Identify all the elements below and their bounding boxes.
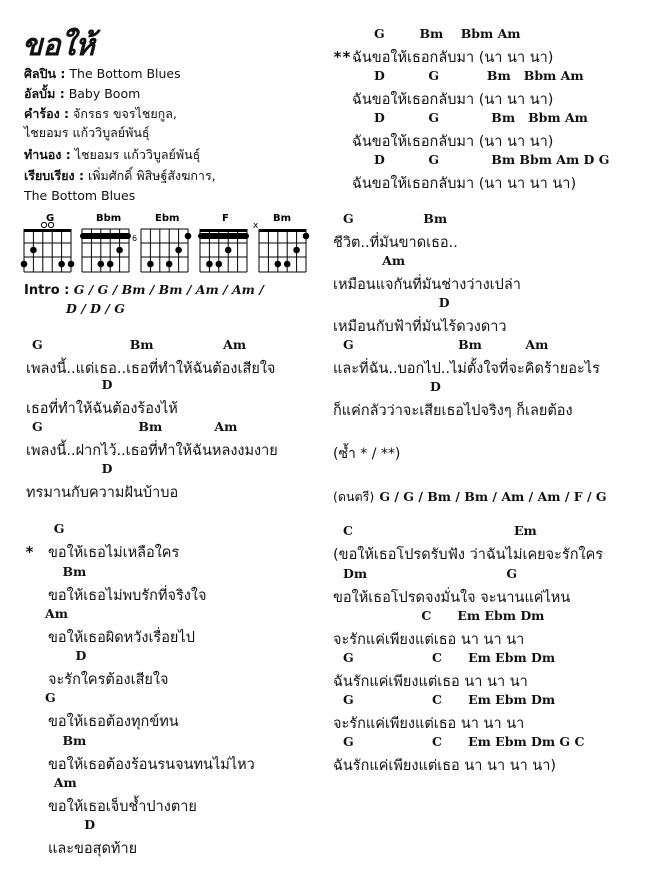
arranger-line-2 — [24, 186, 135, 206]
lyric-line: เพลงนี้..แด่เธอ..เธอที่ทำให้ฉันต้องเสียใจ — [26, 361, 276, 377]
artist-line — [24, 64, 181, 84]
chord-line: Dm G — [343, 566, 517, 581]
lyric-line: จะรักใครต้องเสียใจ — [48, 672, 169, 688]
music-chords: G / G / Bm / Bm / Am / Am / F / G — [379, 489, 607, 504]
chord-diagram-bm — [253, 213, 309, 272]
chord-name-f: F — [222, 213, 229, 224]
chord-line: G Bm Am — [343, 337, 549, 352]
chord-line: D — [343, 295, 450, 310]
chord-diagrams — [20, 210, 320, 280]
chord-line: D — [32, 461, 113, 476]
chord-name-bm: Bm — [273, 213, 292, 224]
chord-line: G Bm — [343, 211, 448, 226]
composer-line — [24, 145, 200, 165]
lyric-line: ขอให้เธอผิดหวังเรื่อยไป — [48, 630, 195, 646]
lyricist-line-2 — [24, 123, 150, 143]
chord-line: G Bm Am — [32, 337, 247, 352]
chord-line: G Bm Am — [32, 419, 238, 434]
chord-line: G C Em Ebm Dm — [343, 692, 556, 707]
chord-line: Am — [32, 606, 68, 621]
muted-string-icon: x — [253, 221, 259, 231]
arranger-line — [24, 166, 216, 186]
chord-line: C Em — [343, 523, 537, 538]
arranger-value-1: เพิ่มศักดิ์ พิสิษฐ์สังฆการ, — [88, 168, 216, 183]
chord-line: C Em Ebm Dm — [343, 608, 545, 623]
lyric-line: ชีวิต..ที่มันขาดเธอ.. — [333, 235, 458, 251]
composer-value: ไชยอมร แก้ววิบูลย์พันธุ์ — [74, 147, 201, 162]
lyric-line: ฉันขอให้เธอกลับมา (นา นา นา นา) — [352, 176, 577, 192]
chord-line: G C Em Ebm Dm G C — [343, 734, 585, 749]
album-label: อัลบั้ม : — [24, 86, 65, 101]
intro-chords-1: G / G / Bm / Bm / Am / Am / — [73, 282, 264, 297]
lyric-line: ฉันขอให้เธอกลับมา (นา นา นา) — [352, 50, 554, 66]
intro-label: Intro : — [24, 283, 70, 298]
lyric-line: เหมือนกับฟ้าที่มันไร้ดวงดาว — [333, 319, 507, 335]
lyric-line: ขอให้เธอต้องทุกข์ทน — [48, 714, 179, 730]
chord-diagram-bbm — [80, 213, 137, 272]
lyric-line: ขอให้เธอไม่เหลือใคร — [48, 545, 180, 561]
lyric-line: ขอให้เธอโปรดจงมั่นใจ จะนานแค่ไหน — [333, 590, 571, 606]
lyric-line: ขอให้เธอเจ็บช้ำปางตาย — [48, 799, 197, 815]
chord-line: D G Bm Bbm Am — [374, 68, 584, 83]
lyricist-value-2: ไชยอมร แก้ววิบูลย์พันธุ์ — [24, 125, 150, 140]
chord-name-g: G — [46, 213, 55, 224]
music-label: (ดนตรี) — [333, 489, 375, 504]
chord-line: G — [32, 521, 65, 536]
chord-line: Bm — [32, 564, 87, 579]
chord-diagram-g — [21, 213, 75, 272]
lyricist-value-1: จักรธร ขจรไชยกูล, — [73, 106, 177, 121]
chord-line: D — [32, 648, 87, 663]
lyricist-line — [24, 104, 177, 124]
intro-chords-2: D / D / G — [66, 301, 125, 316]
lyricist-label: คำร้อง : — [24, 106, 70, 121]
lyric-line: เพลงนี้..ฝากไว้..เธอที่ทำให้ฉันหลงงมงาย — [26, 443, 278, 459]
repeat-note: (ซ้ำ * / **) — [333, 446, 401, 462]
artist-label: ศิลปิน : — [24, 66, 66, 81]
artist-value: The Bottom Blues — [69, 66, 181, 81]
lyric-line: และที่ฉัน..บอกไป..ไม่ตั้งใจที่จะคิดร้ายอะไร — [333, 361, 600, 377]
chord-line: Am — [343, 253, 406, 268]
lyric-line: ฉันรักแค่เพียงแต่เธอ นา นา นา นา) — [333, 758, 557, 774]
composer-label: ทำนอง : — [24, 147, 71, 162]
chord-line: G Bm Bbm Am — [374, 26, 521, 41]
chord-line: D G Bm Bbm Am — [374, 110, 588, 125]
lyric-line: เธอที่ทำให้ฉันต้องร้องไห้ — [26, 401, 178, 417]
chord-diagram-ebm — [141, 213, 191, 272]
chord-line: D — [343, 379, 441, 394]
music-line — [333, 486, 607, 507]
intro-line — [24, 282, 264, 298]
arranger-value-2: The Bottom Blues — [24, 188, 136, 203]
song-title: ขอให้ — [22, 28, 95, 63]
lyric-line: ขอให้เธอไม่พบรักที่จริงใจ — [48, 588, 207, 604]
lyric-line: ทรมานกับความฝันบ้าบอ — [26, 485, 179, 501]
album-line — [24, 84, 140, 104]
chord-line: Am — [32, 775, 77, 790]
open-string-icon — [41, 222, 46, 227]
chord-name-ebm: Ebm — [155, 213, 180, 224]
chord-line: D G Bm Bbm Am D G — [374, 152, 610, 167]
chord-line: Bm — [32, 733, 87, 748]
arranger-label: เรียบเรียง : — [24, 168, 85, 183]
lyric-line: ฉันรักแค่เพียงแต่เธอ นา นา นา — [333, 674, 528, 690]
fret-number: 6 — [132, 234, 138, 243]
lyric-line: จะรักแค่เพียงแต่เธอ นา นา นา — [333, 632, 525, 648]
album-value: Baby Boom — [68, 86, 141, 101]
lyric-line: ฉันขอให้เธอกลับมา (นา นา นา) — [352, 92, 554, 108]
lyric-line: และขอสุดท้าย — [48, 841, 138, 857]
lyric-line: ขอให้เธอต้องร้อนรนจนทนไม่ไหว — [48, 757, 255, 773]
lyric-line: (ขอให้เธอโปรดรับฟัง ว่าฉันไม่เคยจะรักใคร — [333, 547, 604, 563]
chord-name-bbm: Bbm — [96, 213, 122, 224]
lyric-line: เหมือนแจกันที่มันช่างว่างเปล่า — [333, 277, 521, 293]
lyric-line: จะรักแค่เพียงแต่เธอ นา นา นา — [333, 716, 525, 732]
chord-diagram-f — [198, 213, 249, 272]
chord-line: G — [32, 690, 56, 705]
chord-line: D — [32, 377, 113, 392]
chord-line: D — [32, 817, 96, 832]
lyric-line: ฉันขอให้เธอกลับมา (นา นา นา) — [352, 134, 554, 150]
prechorus-marker: ** — [333, 48, 352, 66]
chord-line: G C Em Ebm Dm — [343, 650, 556, 665]
chorus-marker: * — [25, 543, 35, 561]
lyric-line: ก็แค่กลัวว่าจะเสียเธอไปจริงๆ ก็เลยต้อง — [333, 403, 573, 419]
